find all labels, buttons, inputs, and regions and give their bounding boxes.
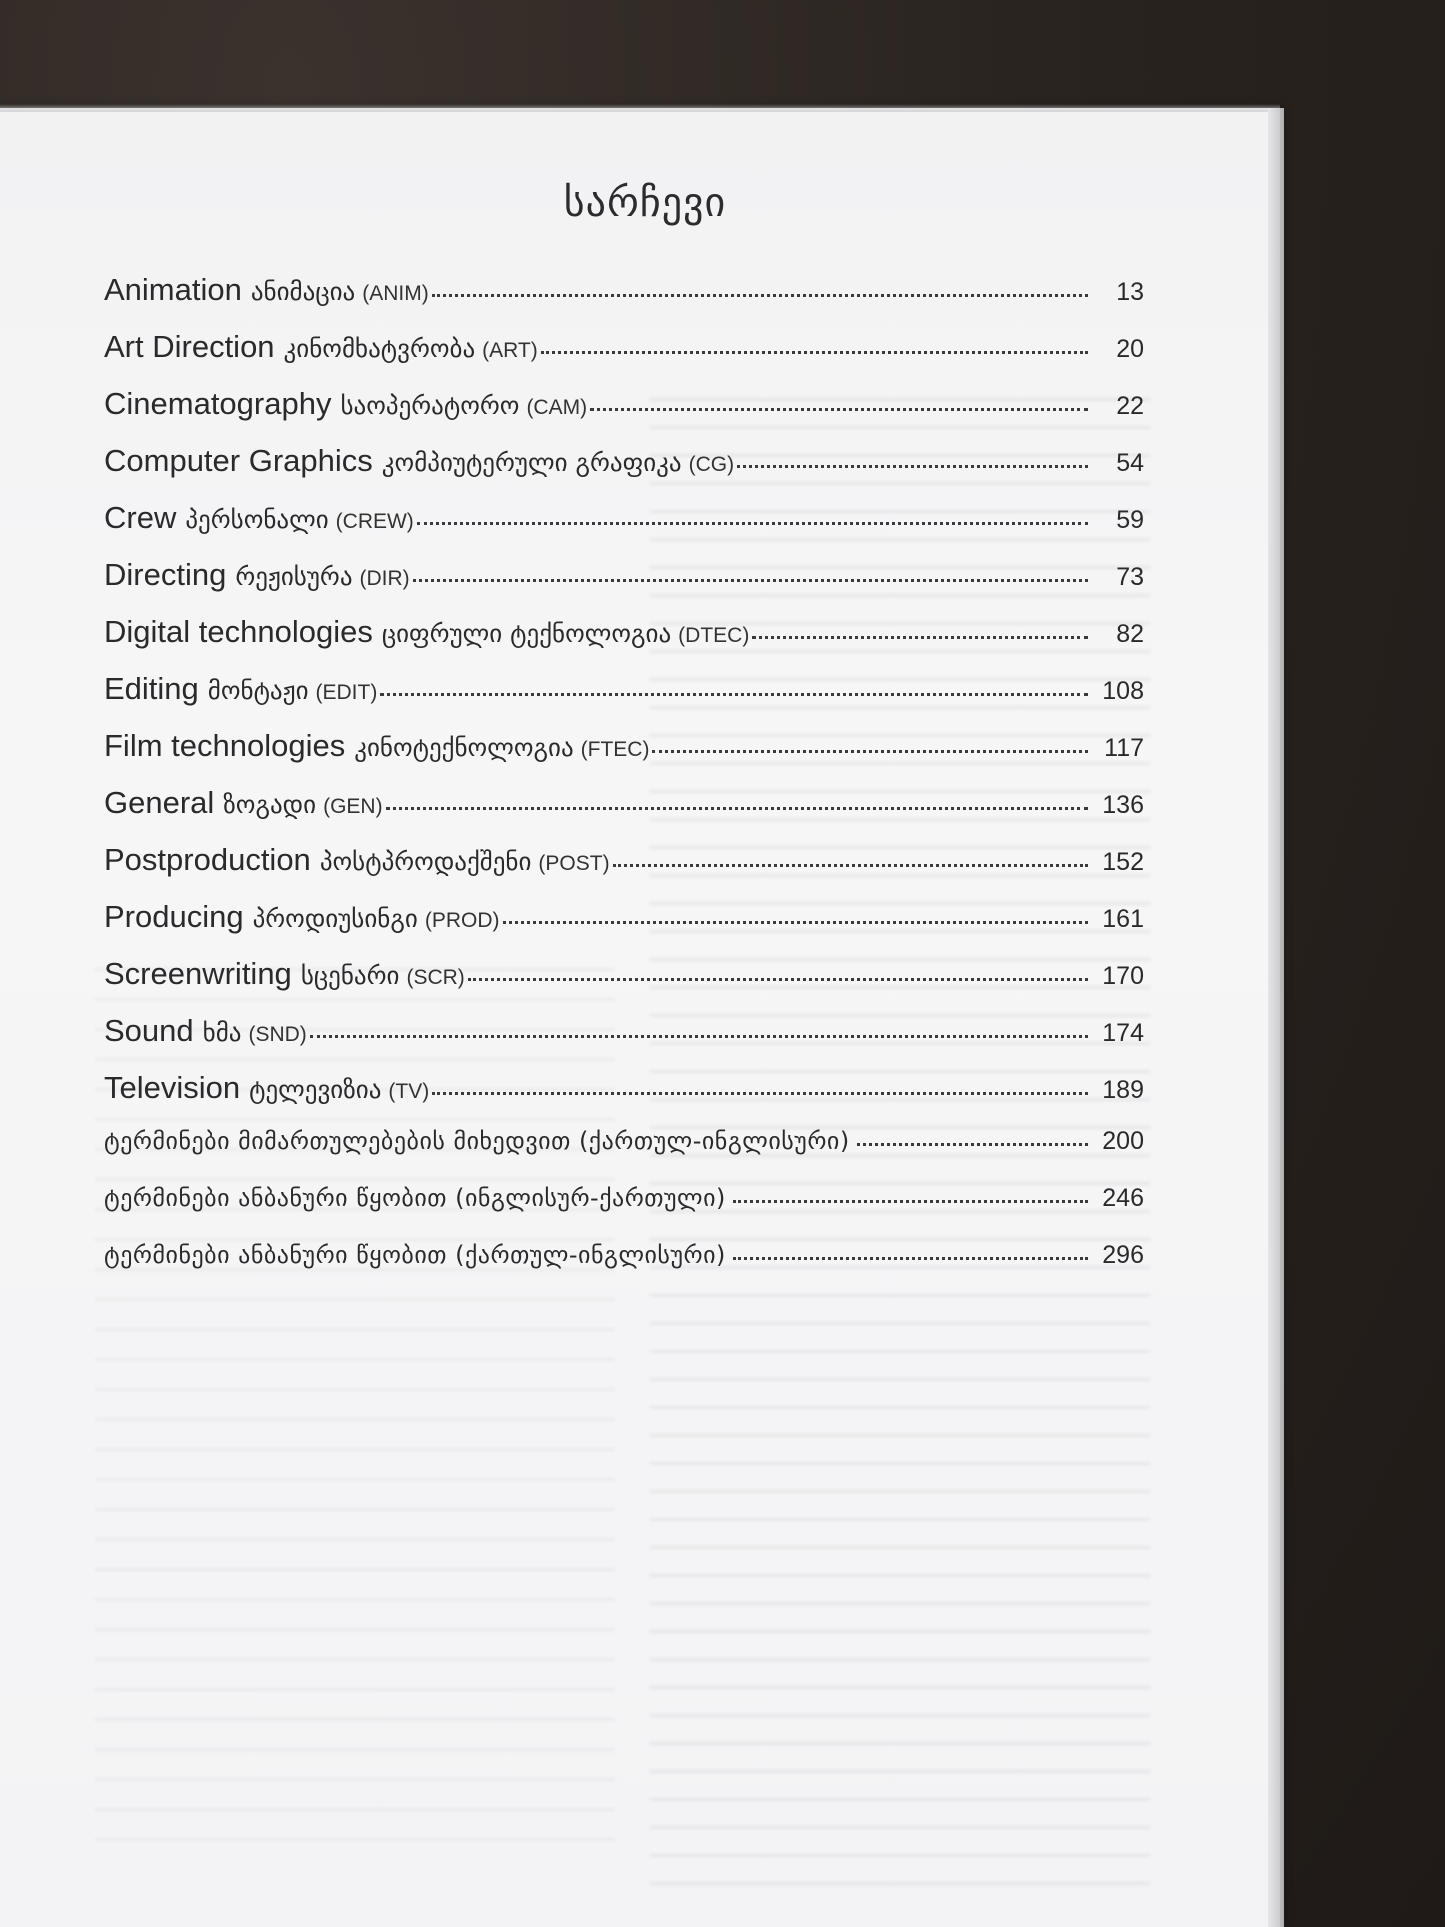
entry-georgian: ტერმინები ანბანური წყობით (ინგლისურ-ქართული) bbox=[104, 1184, 726, 1212]
dot-leader bbox=[468, 978, 1088, 981]
toc-entry bbox=[104, 1184, 1144, 1241]
dot-leader bbox=[733, 1257, 1088, 1260]
page-edge bbox=[1268, 108, 1284, 1927]
entry-english: Television bbox=[104, 1070, 241, 1105]
toc-entry bbox=[104, 728, 1144, 785]
entry-page-number: 152 bbox=[1102, 848, 1144, 876]
entry-english: Postproduction bbox=[104, 842, 311, 877]
toc-entry bbox=[104, 1241, 1144, 1298]
toc-entry bbox=[104, 1127, 1144, 1184]
entry-english: Animation bbox=[104, 272, 242, 307]
toc-entry bbox=[104, 785, 1144, 842]
toc-entry bbox=[104, 956, 1144, 1013]
toc-entry bbox=[104, 386, 1144, 443]
entry-page-number: 200 bbox=[1102, 1127, 1144, 1155]
toc-entry bbox=[104, 671, 1144, 728]
dot-leader bbox=[417, 522, 1088, 525]
entry-georgian: ხმა bbox=[202, 1018, 242, 1047]
dot-leader bbox=[733, 1200, 1088, 1203]
entry-georgian: ზოგადი bbox=[223, 790, 317, 819]
entry-english: Editing bbox=[104, 671, 199, 706]
entry-code: (PROD) bbox=[424, 909, 500, 932]
entry-georgian: კინოტექნოლოგია bbox=[354, 733, 574, 762]
entry-english: Sound bbox=[104, 1013, 194, 1048]
entry-code: (ART) bbox=[482, 339, 538, 362]
entry-page-number: 73 bbox=[1116, 563, 1144, 591]
entry-english: Directing bbox=[104, 557, 227, 592]
entry-georgian: საოპერატორო bbox=[340, 391, 520, 420]
toc-entry bbox=[104, 272, 1144, 329]
dot-leader bbox=[652, 750, 1088, 753]
entry-georgian: ტერმინები ანბანური წყობით (ქართულ-ინგლისური) bbox=[104, 1241, 726, 1269]
entry-georgian: მონტაჟი bbox=[207, 676, 309, 705]
entry-page-number: 189 bbox=[1102, 1076, 1144, 1104]
entry-english: Crew bbox=[104, 500, 177, 535]
dot-leader bbox=[386, 807, 1088, 810]
dot-leader bbox=[310, 1035, 1088, 1038]
entry-code: (CG) bbox=[688, 453, 735, 476]
entry-english: Digital technologies bbox=[104, 614, 373, 649]
toc-entry bbox=[104, 1013, 1144, 1070]
entry-code: (DIR) bbox=[359, 567, 410, 590]
entry-page-number: 161 bbox=[1102, 905, 1144, 933]
entry-code: (SCR) bbox=[406, 966, 465, 989]
entry-english: Computer Graphics bbox=[104, 443, 373, 478]
entry-code: (DTEC) bbox=[678, 624, 750, 647]
toc-entry bbox=[104, 443, 1144, 500]
dot-leader bbox=[503, 921, 1089, 924]
entry-code: (FTEC) bbox=[580, 738, 650, 761]
entry-page-number: 174 bbox=[1102, 1019, 1144, 1047]
entry-page-number: 59 bbox=[1116, 506, 1144, 534]
entry-page-number: 54 bbox=[1116, 449, 1144, 477]
entry-code: (CREW) bbox=[335, 510, 414, 533]
dot-leader bbox=[590, 408, 1088, 411]
entry-code: (EDIT) bbox=[315, 681, 378, 704]
dot-leader bbox=[737, 465, 1088, 468]
dot-leader bbox=[432, 294, 1088, 297]
entry-georgian: ტელევიზია bbox=[249, 1075, 382, 1104]
entry-code: (POST) bbox=[538, 852, 610, 875]
entry-page-number: 117 bbox=[1104, 734, 1144, 762]
entry-code: (SND) bbox=[248, 1023, 307, 1046]
entry-georgian: პოსტპროდაქშენი bbox=[319, 847, 532, 876]
entry-georgian: რეჟისურა bbox=[235, 562, 353, 591]
entry-english: Art Direction bbox=[104, 329, 275, 364]
entry-page-number: 22 bbox=[1116, 392, 1144, 420]
entry-page-number: 246 bbox=[1102, 1184, 1144, 1212]
entry-english: General bbox=[104, 785, 215, 820]
entry-page-number: 108 bbox=[1102, 677, 1144, 705]
toc-entry bbox=[104, 500, 1144, 557]
dot-leader bbox=[541, 351, 1088, 354]
dot-leader bbox=[432, 1092, 1088, 1095]
dot-leader bbox=[413, 579, 1088, 582]
entry-georgian: კინომხატვრობა bbox=[283, 334, 476, 363]
entry-page-number: 20 bbox=[1116, 335, 1144, 363]
entry-english: Screenwriting bbox=[104, 956, 292, 991]
dot-leader bbox=[380, 693, 1088, 696]
entry-georgian: ანიმაცია bbox=[250, 277, 356, 306]
entry-page-number: 170 bbox=[1102, 962, 1144, 990]
table-of-contents bbox=[104, 272, 1144, 1298]
toc-entry bbox=[104, 1070, 1144, 1127]
entry-english: Producing bbox=[104, 899, 244, 934]
entry-georgian: ციფრული ტექნოლოგია bbox=[381, 619, 672, 648]
entry-georgian: კომპიუტერული გრაფიკა bbox=[381, 448, 682, 477]
dot-leader bbox=[857, 1143, 1088, 1146]
entry-georgian: პერსონალი bbox=[185, 505, 329, 534]
entry-page-number: 13 bbox=[1116, 278, 1144, 306]
toc-entry bbox=[104, 557, 1144, 614]
entry-page-number: 82 bbox=[1116, 620, 1144, 648]
entry-page-number: 296 bbox=[1102, 1241, 1144, 1269]
dot-leader bbox=[613, 864, 1088, 867]
page-title: სარჩევი bbox=[563, 180, 727, 226]
entry-georgian: პროდიუსინგი bbox=[252, 904, 418, 933]
entry-code: (ANIM) bbox=[362, 282, 429, 305]
entry-english: Cinematography bbox=[104, 386, 332, 421]
dot-leader bbox=[752, 636, 1088, 639]
entry-page-number: 136 bbox=[1102, 791, 1144, 819]
entry-english: Film technologies bbox=[104, 728, 346, 763]
toc-entry bbox=[104, 899, 1144, 956]
entry-code: (CAM) bbox=[526, 396, 588, 419]
entry-code: (GEN) bbox=[323, 795, 383, 818]
entry-code: (TV) bbox=[388, 1080, 430, 1103]
toc-entry bbox=[104, 842, 1144, 899]
entry-georgian: ტერმინები მიმართულებების მიხედვით (ქართულ-ინგლისური) bbox=[104, 1127, 850, 1155]
entry-georgian: სცენარი bbox=[300, 961, 400, 990]
toc-entry bbox=[104, 329, 1144, 386]
toc-entry bbox=[104, 614, 1144, 671]
